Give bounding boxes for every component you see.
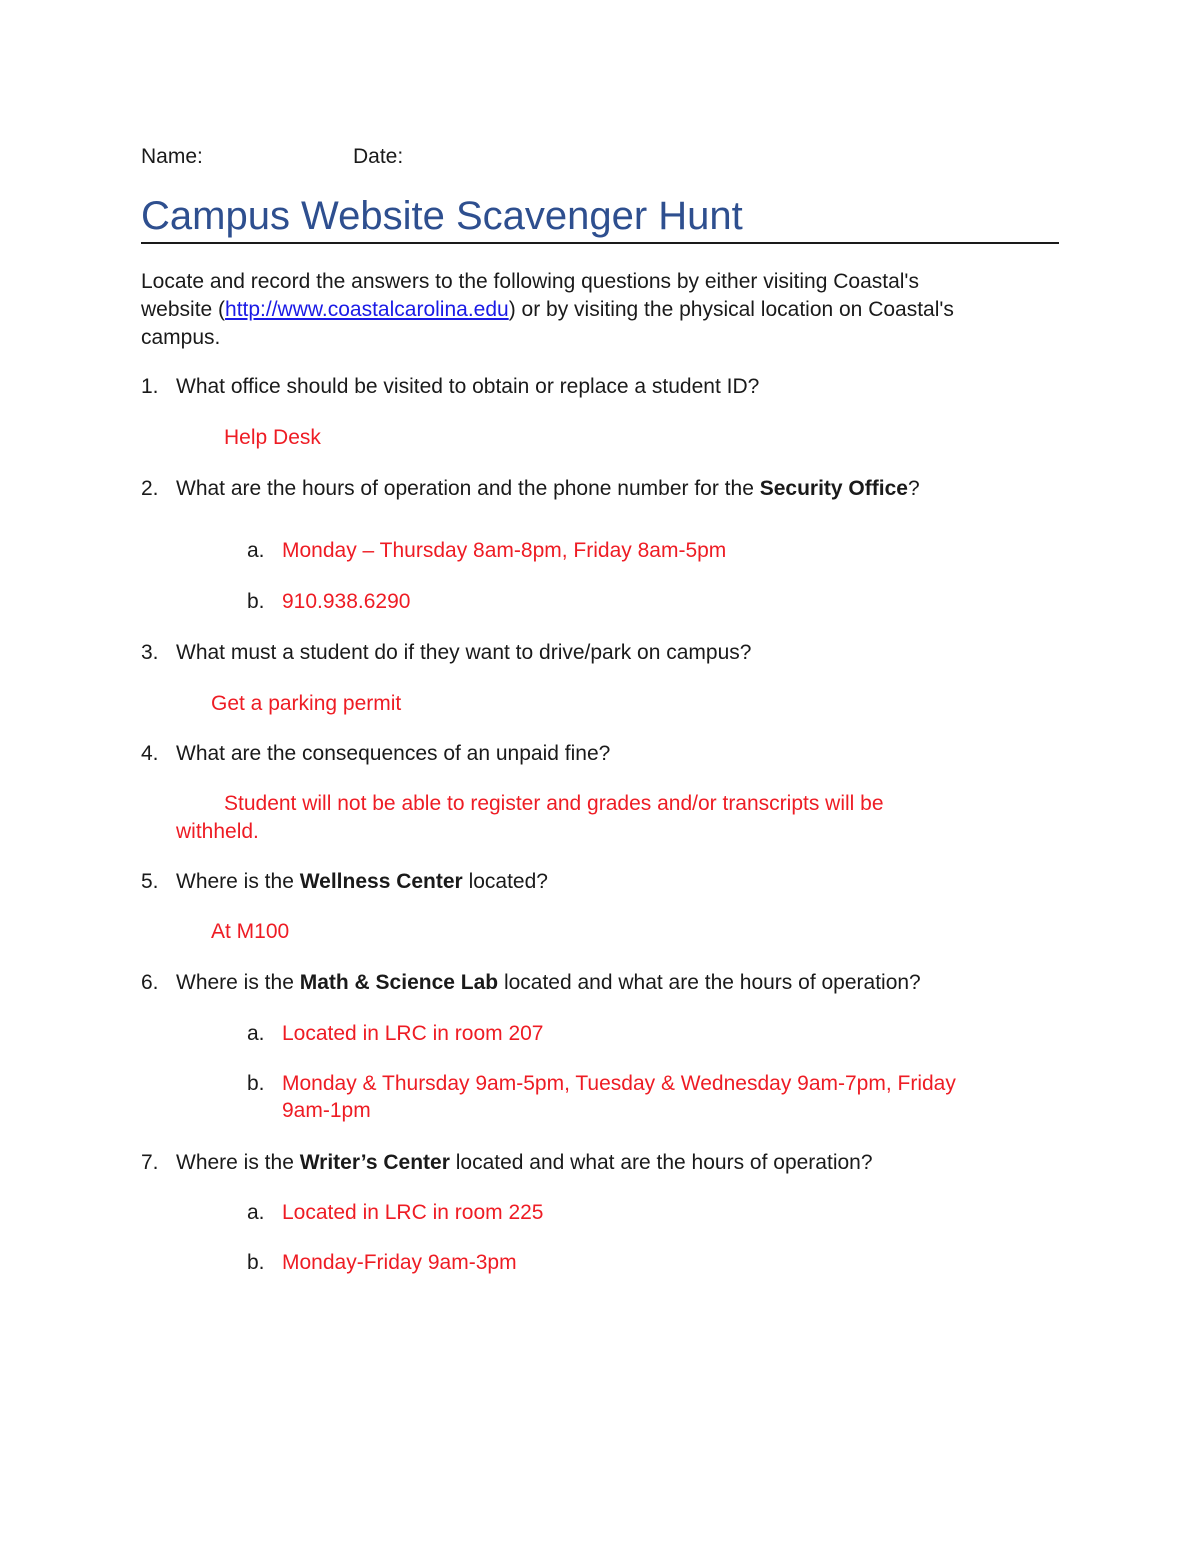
question-text: located? [462, 870, 548, 893]
answer-3: Get a parking permit [211, 692, 402, 715]
question-text: ? [907, 477, 920, 500]
question-number: 2. [141, 477, 159, 500]
answer-4-line-2: withheld. [176, 820, 259, 843]
answer-letter: b. [247, 1251, 265, 1274]
question-text: Where is the [176, 870, 300, 893]
question-text: located and what are the hours of operation? [449, 1151, 873, 1174]
answer-letter: a. [247, 1022, 265, 1045]
answer-1: Help Desk [224, 426, 321, 449]
website-link[interactable]: http://www.coastalcarolina.edu [225, 298, 509, 321]
question-6-text [176, 969, 921, 997]
title-divider [141, 242, 1059, 244]
answer-6a: Located in LRC in room 207 [282, 1022, 544, 1045]
answer-letter: a. [247, 539, 265, 562]
answer-letter: a. [247, 1201, 265, 1224]
question-number: 6. [141, 971, 159, 994]
question-number: 7. [141, 1151, 159, 1174]
question-3-text: What must a student do if they want to drive/park on campus? [176, 641, 752, 664]
question-text: What are the hours of operation and the phone number for the [176, 477, 760, 500]
question-7-text [176, 1149, 873, 1177]
question-bold-term: Math & Science Lab [299, 971, 499, 994]
answer-2b: 910.938.6290 [282, 590, 411, 613]
question-number: 5. [141, 870, 159, 893]
question-1-text: What office should be visited to obtain or replace a student ID? [176, 375, 760, 398]
answer-6b-line-1: Monday & Thursday 9am-5pm, Tuesday & Wednesday 9am-7pm, Friday [282, 1072, 956, 1095]
answer-letter: b. [247, 590, 265, 613]
question-5-text [176, 868, 548, 896]
question-text: Where is the [176, 1151, 300, 1174]
answer-letter: b. [247, 1072, 265, 1095]
question-bold-term: Wellness Center [299, 870, 463, 893]
question-bold-term: Security Office [759, 477, 908, 500]
answer-6b-line-2: 9am-1pm [282, 1099, 371, 1122]
question-number: 4. [141, 742, 159, 765]
name-label: Name: [141, 145, 203, 168]
question-text: Where is the [176, 971, 300, 994]
answer-2a: Monday – Thursday 8am-8pm, Friday 8am-5pm [282, 539, 727, 562]
intro-line-1: Locate and record the answers to the following questions by either visiting Coastal's [141, 270, 919, 293]
intro-line-3: campus. [141, 326, 221, 349]
question-text: located and what are the hours of operation? [498, 971, 921, 994]
question-4-text: What are the consequences of an unpaid fine? [176, 742, 611, 765]
question-2-text [176, 475, 920, 503]
answer-5: At M100 [211, 920, 290, 943]
page-title: Campus Website Scavenger Hunt [141, 194, 743, 238]
answer-7a: Located in LRC in room 225 [282, 1201, 544, 1224]
intro-text: ) or by visiting the physical location on Coastal's [508, 298, 954, 321]
intro-text: website ( [141, 298, 226, 321]
question-bold-term: Writer’s Center [299, 1151, 450, 1174]
question-number: 1. [141, 375, 159, 398]
intro-line-2 [141, 296, 954, 324]
date-label: Date: [353, 145, 404, 168]
answer-4-line-1: Student will not be able to register and grades and/or transcripts will be [224, 792, 884, 815]
question-number: 3. [141, 641, 159, 664]
answer-7b: Monday-Friday 9am-3pm [282, 1251, 517, 1274]
